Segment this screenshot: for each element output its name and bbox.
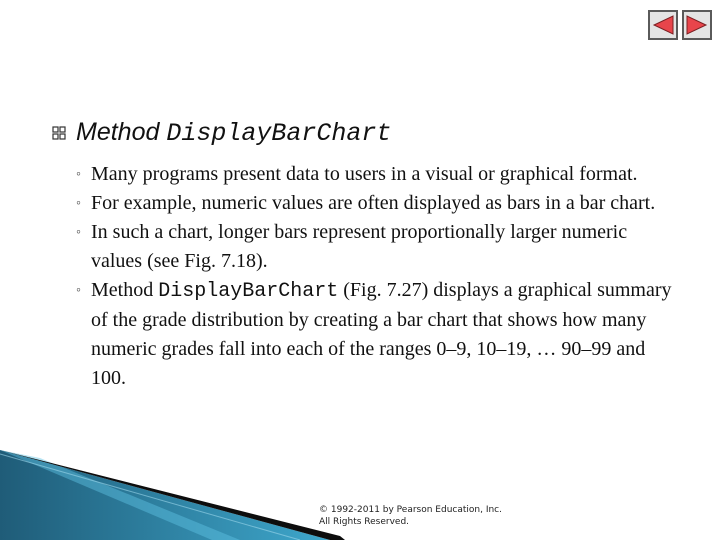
bullet-marker-icon: ◦ <box>76 283 81 298</box>
bullet-marker-icon: ◦ <box>76 225 81 240</box>
bullet-marker-icon: ◦ <box>76 167 81 182</box>
left-triangle-icon <box>652 15 674 35</box>
bullet-text: For example, numeric values are often displayed as bars in a bar chart. <box>91 192 656 214</box>
title-bullet-icon <box>52 126 66 140</box>
bullet-marker-icon: ◦ <box>76 196 81 211</box>
right-triangle-icon <box>686 15 708 35</box>
title-prefix: Method <box>76 118 167 146</box>
next-slide-button[interactable] <box>682 10 712 40</box>
copyright-notice <box>319 504 502 528</box>
bullet-item <box>76 189 676 218</box>
bullet-code: DisplayBarChart <box>158 280 339 303</box>
bullet-text-suffix: (Fig. 7.27) displays a graphical summary of the grade distribution by creating a bar chart that shows how many numeric grades fall into each of the ranges 0–9, 10–19, … 90–99 and 100. <box>91 279 672 389</box>
bullet-list <box>76 160 676 393</box>
copyright-line: © 1992-2011 by Pearson Education, Inc. <box>319 505 502 515</box>
slide-navigation <box>648 10 712 40</box>
slide-title <box>52 118 391 148</box>
title-code: DisplayBarChart <box>166 119 392 148</box>
bullet-text-prefix: Method <box>91 279 159 301</box>
bullet-item <box>76 276 676 393</box>
bullet-text: In such a chart, longer bars represent proportionally larger numeric values (see Fig. 7.18). <box>91 221 628 272</box>
bullet-item <box>76 160 676 189</box>
title-text <box>76 118 391 148</box>
bullet-item <box>76 218 676 276</box>
bullet-text: Many programs present data to users in a visual or graphical format. <box>91 163 638 185</box>
rights-line: All Rights Reserved. <box>319 517 410 527</box>
previous-slide-button[interactable] <box>648 10 678 40</box>
